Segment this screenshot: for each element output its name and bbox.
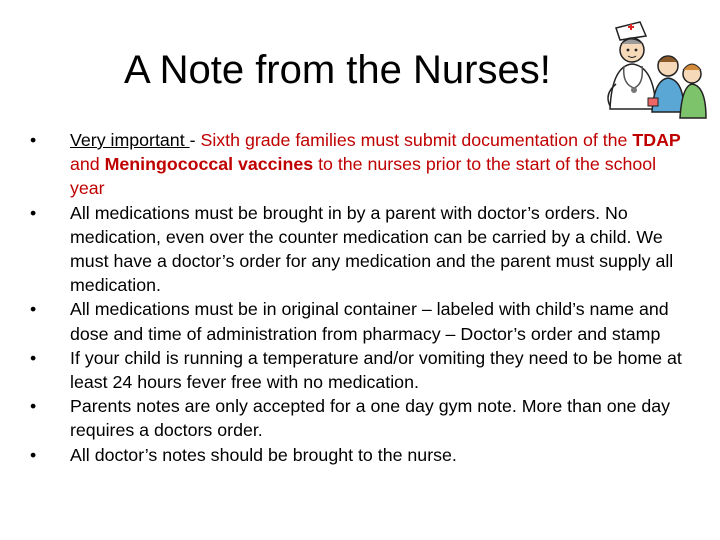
bullet-text: Sixth grade families must submit documentation of the: [200, 130, 633, 150]
list-item: • Parents notes are only accepted for a one day gym note. More than one day requires a doctors order.: [30, 394, 690, 442]
list-item: • All medications must be brought in by a parent with doctor’s orders. No medication, even over the counter medication can be carried by a child. We must have a doctor’s order for any medication and the parent must supply all medication.: [30, 201, 690, 298]
bullet-list: [30, 128, 690, 467]
separator-dash: -: [189, 130, 201, 150]
tdap-label: TDAP: [632, 130, 681, 150]
bullet-text: to the nurses prior to the start of the school year: [70, 154, 657, 199]
very-important-label: Very important: [70, 130, 190, 150]
list-item: [30, 128, 690, 201]
nurse-with-children-clipart-icon: [588, 14, 712, 132]
list-item: • If your child is running a temperature and/or vomiting they need to be home at least 24 hours fever free with no medication.: [30, 346, 690, 394]
meningococcal-label: Meningococcal vaccines: [104, 154, 314, 175]
bullet-text: and: [70, 154, 105, 175]
list-item: • All medications must be in original container – labeled with child’s name and dose and time of administration from pharmacy – Doctor’s order and stamp: [30, 297, 690, 345]
list-item: • All doctor’s notes should be brought to the nurse.: [30, 443, 690, 467]
slide-title: A Note from the Nurses!: [124, 48, 551, 92]
